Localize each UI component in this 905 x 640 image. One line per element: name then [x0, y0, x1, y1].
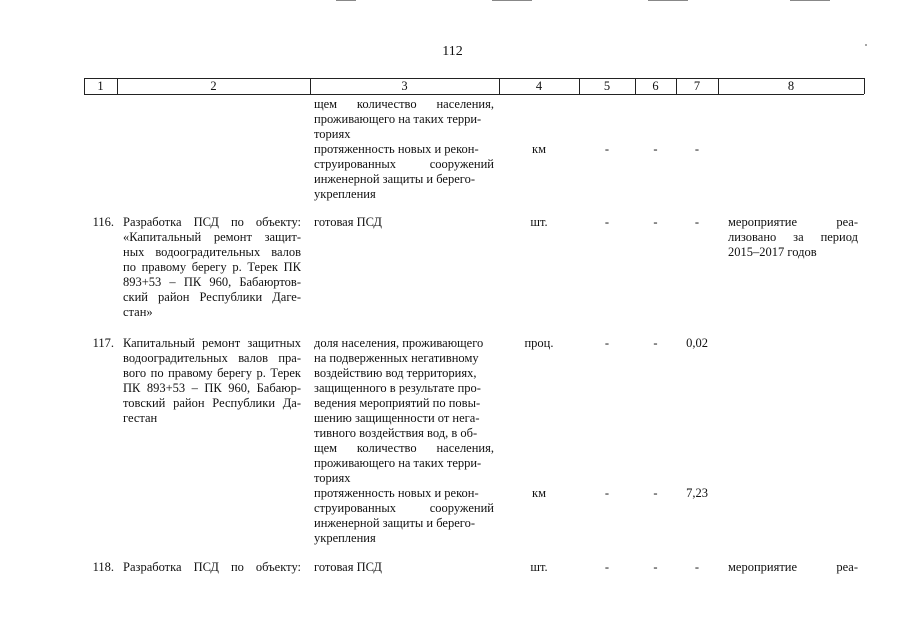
- row-number: 117.: [92, 336, 114, 350]
- scan-mark: [492, 0, 532, 1]
- unit-cell: шт.: [530, 215, 548, 229]
- measure-name-line: Капитальный ремонт защитных: [123, 336, 301, 350]
- indicator-text-line: проживающего на таких терри-: [314, 112, 482, 126]
- measure-name-line: вого по правому берегу р. Терек: [123, 366, 301, 380]
- header-col-7: 7: [693, 79, 701, 93]
- indicator-text-line: протяженность новых и рекон-: [314, 142, 479, 156]
- measure-name-line: «Капитальный ремонт защит-: [123, 230, 301, 244]
- header-col-5: 5: [603, 79, 611, 93]
- note-line: мероприятие реа-: [728, 560, 858, 574]
- header-col-3: 3: [401, 79, 408, 93]
- measure-name-line: 893+53 – ПК 960, Бабаюртов-: [123, 275, 301, 289]
- value-col5: -: [604, 486, 610, 500]
- indicator-text-line: воздействию вод территориях,: [314, 366, 477, 380]
- scan-mark: [790, 0, 830, 1]
- value-col6: -: [653, 215, 658, 229]
- row-number: 116.: [92, 215, 114, 229]
- indicator-text-line: тивного воздействия вод, в об-: [314, 426, 478, 440]
- value-col6: -: [653, 486, 658, 500]
- page-number: 112: [442, 44, 463, 59]
- measure-name-line: ский район Республики Даге-: [123, 290, 301, 304]
- indicator-text-line: струированных сооружений: [314, 501, 494, 515]
- header-col-6: 6: [652, 79, 659, 93]
- measure-name-line: стан»: [123, 305, 153, 319]
- measure-name-line: ПК 893+53 – ПК 960, Бабаюр-: [123, 381, 301, 395]
- indicator-text-line: проживающего на таких терри-: [314, 456, 482, 470]
- indicator-text-line: щем количество населения,: [314, 441, 494, 455]
- note-line: лизовано за период: [728, 230, 858, 244]
- indicator-text-line: струированных сооружений: [314, 157, 494, 171]
- unit-cell: км: [532, 142, 546, 156]
- value-col7: 0,02: [686, 336, 708, 350]
- header-col-2: 2: [210, 79, 217, 93]
- header-col-8: 8: [787, 79, 795, 93]
- header-col-1: 1: [97, 79, 104, 93]
- value-col6: -: [653, 560, 658, 574]
- measure-name-line: ных водооградительных валов: [123, 245, 301, 259]
- measure-name-line: по правому берегу р. Терек ПК: [123, 260, 301, 274]
- value-col5: -: [604, 336, 610, 350]
- value-col7: -: [694, 142, 700, 156]
- indicator-text-line: протяженность новых и рекон-: [314, 486, 479, 500]
- measure-name-line: водооградительных валов пра-: [123, 351, 301, 365]
- measure-name-line: Разработка ПСД по объекту:: [123, 560, 301, 574]
- indicator-text-line: инженерной защиты и берего-: [314, 516, 476, 530]
- indicator-text-line: ториях: [314, 471, 351, 485]
- value-col7: -: [694, 560, 700, 574]
- unit-cell: проц.: [524, 336, 554, 350]
- unit-cell: шт.: [530, 560, 548, 574]
- value-col6: -: [653, 142, 658, 156]
- note-line: 2015–2017 годов: [728, 245, 817, 259]
- value-col5: -: [604, 142, 610, 156]
- value-col5: -: [604, 215, 610, 229]
- value-col5: -: [604, 560, 610, 574]
- unit-cell: км: [532, 486, 546, 500]
- indicator-text-line: шению защищенности от нега-: [314, 411, 480, 425]
- indicator-text-line: доля населения, проживающего: [314, 336, 484, 350]
- scan-mark: [336, 0, 356, 1]
- measure-name-line: товский район Республики Да-: [123, 396, 301, 410]
- indicator-text-line: ведения мероприятий по повы-: [314, 396, 481, 410]
- indicator-cell: готовая ПСД: [314, 215, 382, 229]
- indicator-cell: готовая ПСД: [314, 560, 382, 574]
- indicator-text-line: на подверженных негативному: [314, 351, 479, 365]
- scan-mark: [648, 0, 688, 1]
- header-col-4: 4: [535, 79, 543, 93]
- indicator-text-line: щем количество населения,: [314, 97, 494, 111]
- value-col7: -: [694, 215, 700, 229]
- measure-name-line: Разработка ПСД по объекту:: [123, 215, 301, 229]
- value-col6: -: [653, 336, 658, 350]
- indicator-text-line: инженерной защиты и берего-: [314, 172, 476, 186]
- indicator-text-line: укрепления: [314, 187, 376, 201]
- indicator-text-line: ториях: [314, 127, 351, 141]
- note-line: мероприятие реа-: [728, 215, 858, 229]
- value-col7: 7,23: [686, 486, 708, 500]
- row-number: 118.: [92, 560, 114, 574]
- indicator-text-line: укрепления: [314, 531, 376, 545]
- measure-name-line: гестан: [123, 411, 158, 425]
- indicator-text-line: защищенного в результате про-: [314, 381, 481, 395]
